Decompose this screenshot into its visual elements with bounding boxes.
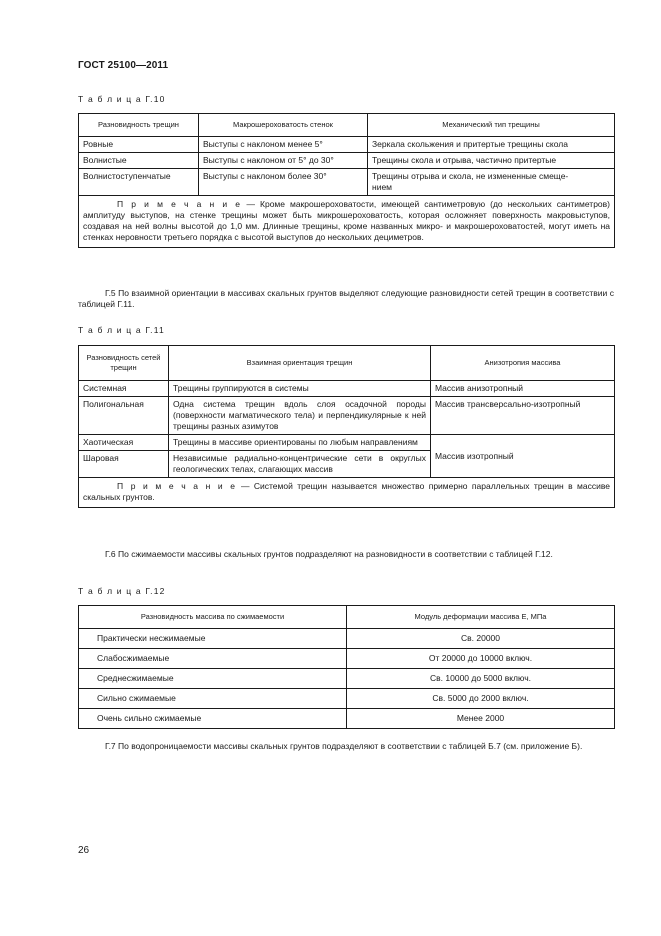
table-header-cell: Модуль деформации массива E, МПа xyxy=(347,606,615,629)
table-caption-g11: Т а б л и ц а Г.11 xyxy=(78,325,165,335)
table-cell: Независимые радиально-концентрические сети в округлых геологических телах, слагающих массив xyxy=(169,451,431,478)
table-cell: Трещины в массиве ориентированы по любым направлениям xyxy=(169,435,431,451)
table-cell: Св. 10000 до 5000 включ. xyxy=(347,669,615,689)
page-number: 26 xyxy=(78,845,90,856)
table-row xyxy=(79,153,615,169)
table-header-cell: Разновидность сетей трещин xyxy=(79,346,169,381)
note-label: П р и м е ч а н и е xyxy=(117,481,237,491)
table-cell: Ровные xyxy=(79,137,199,153)
table-header-cell: Анизотропия массива xyxy=(431,346,615,381)
table-header-cell: Взаимная ориентация трещин xyxy=(169,346,431,381)
note-label: П р и м е ч а н и е xyxy=(117,199,242,209)
table-header-cell: Разновидность трещин xyxy=(79,114,199,137)
table-cell: Полигональная xyxy=(79,397,169,435)
paragraph-g6: Г.6 По сжимаемости массивы скальных грунтов подразделяют на разновидности в соответствии с таблицей Г.12. xyxy=(105,549,553,559)
table-cell: Массив трансверсально-изотропный xyxy=(431,397,615,435)
table-row xyxy=(79,169,615,196)
table-cell: Сильно сжимаемые xyxy=(79,689,347,709)
table-cell: Одна система трещин вдоль слоя осадочной породы (поверхности магматического тела) и перпендикулярные к ней трещины разных азимутов xyxy=(169,397,431,435)
table-cell: Системная xyxy=(79,381,169,397)
table-cell: Св. 20000 xyxy=(347,629,615,649)
table-cell: Хаотическая xyxy=(79,435,169,451)
table-note xyxy=(79,478,615,508)
table-caption-g10: Т а б л и ц а Г.10 xyxy=(78,94,166,104)
table-row xyxy=(79,709,615,729)
table-note-row xyxy=(79,196,615,248)
table-cell: Трещины группируются в системы xyxy=(169,381,431,397)
table-cell: Св. 5000 до 2000 включ. xyxy=(347,689,615,709)
table-cell: Среднесжимаемые xyxy=(79,669,347,689)
table-cell: Выступы с наклоном от 5° до 30° xyxy=(199,153,368,169)
table-g10 xyxy=(78,113,615,248)
table-cell: Трещины скола и отрыва, частично притертые xyxy=(368,153,615,169)
table-row xyxy=(79,649,615,669)
table-note xyxy=(79,196,615,248)
paragraph-g7: Г.7 По водопроницаемости массивы скальных грунтов подразделяют в соответствии с таблицей Б.7 (см. приложение Б). xyxy=(105,741,583,751)
table-cell: Слабосжимаемые xyxy=(79,649,347,669)
table-cell: Волнистые xyxy=(79,153,199,169)
table-row xyxy=(79,381,615,397)
table-note-row xyxy=(79,478,615,508)
table-header-cell: Макрошероховатость стенок xyxy=(199,114,368,137)
note-text: — Кроме макрошероховатости, имеющей сантиметровую (до нескольких сантиметров) амплитуду выступов, на стенке трещины может быть микрошероховатость, которая осложняет поверхность макровыступов, создавая на ней волны высотой до 1,0 мм. Длинные трещины, кроме названных микро- и макрошероховатостей, могут иметь на стенках неровности третьего порядка с высотой выступов до нескольких дециметров. xyxy=(83,199,610,242)
table-cell: От 20000 до 10000 включ. xyxy=(347,649,615,669)
table-cell: Очень сильно сжимаемые xyxy=(79,709,347,729)
table-row xyxy=(79,689,615,709)
table-row xyxy=(79,629,615,649)
table-cell: Выступы с наклоном менее 5° xyxy=(199,137,368,153)
table-cell: Менее 2000 xyxy=(347,709,615,729)
table-cell: Зеркала скольжения и притертые трещины скола xyxy=(368,137,615,153)
table-g12 xyxy=(78,605,615,729)
document-header: ГОСТ 25100—2011 xyxy=(78,60,169,71)
table-row xyxy=(79,137,615,153)
table-cell: Трещины отрыва и скола, не измененные смеще- нием xyxy=(368,169,615,196)
table-header-cell: Разновидность массива по сжимаемости xyxy=(79,606,347,629)
table-row xyxy=(79,669,615,689)
table-g11 xyxy=(78,345,615,508)
table-cell: Массив изотропный xyxy=(431,435,615,478)
note-text: — Системой трещин называется множество примерно параллельных трещин в массиве скальных грунтов. xyxy=(83,481,611,502)
table-cell: Волнистоступенчатые xyxy=(79,169,199,196)
table-row xyxy=(79,435,615,451)
table-header-cell: Механический тип трещины xyxy=(368,114,615,137)
table-cell: Массив анизотропный xyxy=(431,381,615,397)
table-cell: Практически несжимаемые xyxy=(79,629,347,649)
table-row xyxy=(79,397,615,435)
paragraph-g5: Г.5 По взаимной ориентации в массивах скальных грунтов выделяют следующие разновидности сетей трещин в соответствии с таблицей Г.11. xyxy=(78,288,614,309)
table-cell: Выступы с наклоном более 30° xyxy=(199,169,368,196)
table-caption-g12: Т а б л и ц а Г.12 xyxy=(78,586,166,596)
table-cell: Шаровая xyxy=(79,451,169,478)
